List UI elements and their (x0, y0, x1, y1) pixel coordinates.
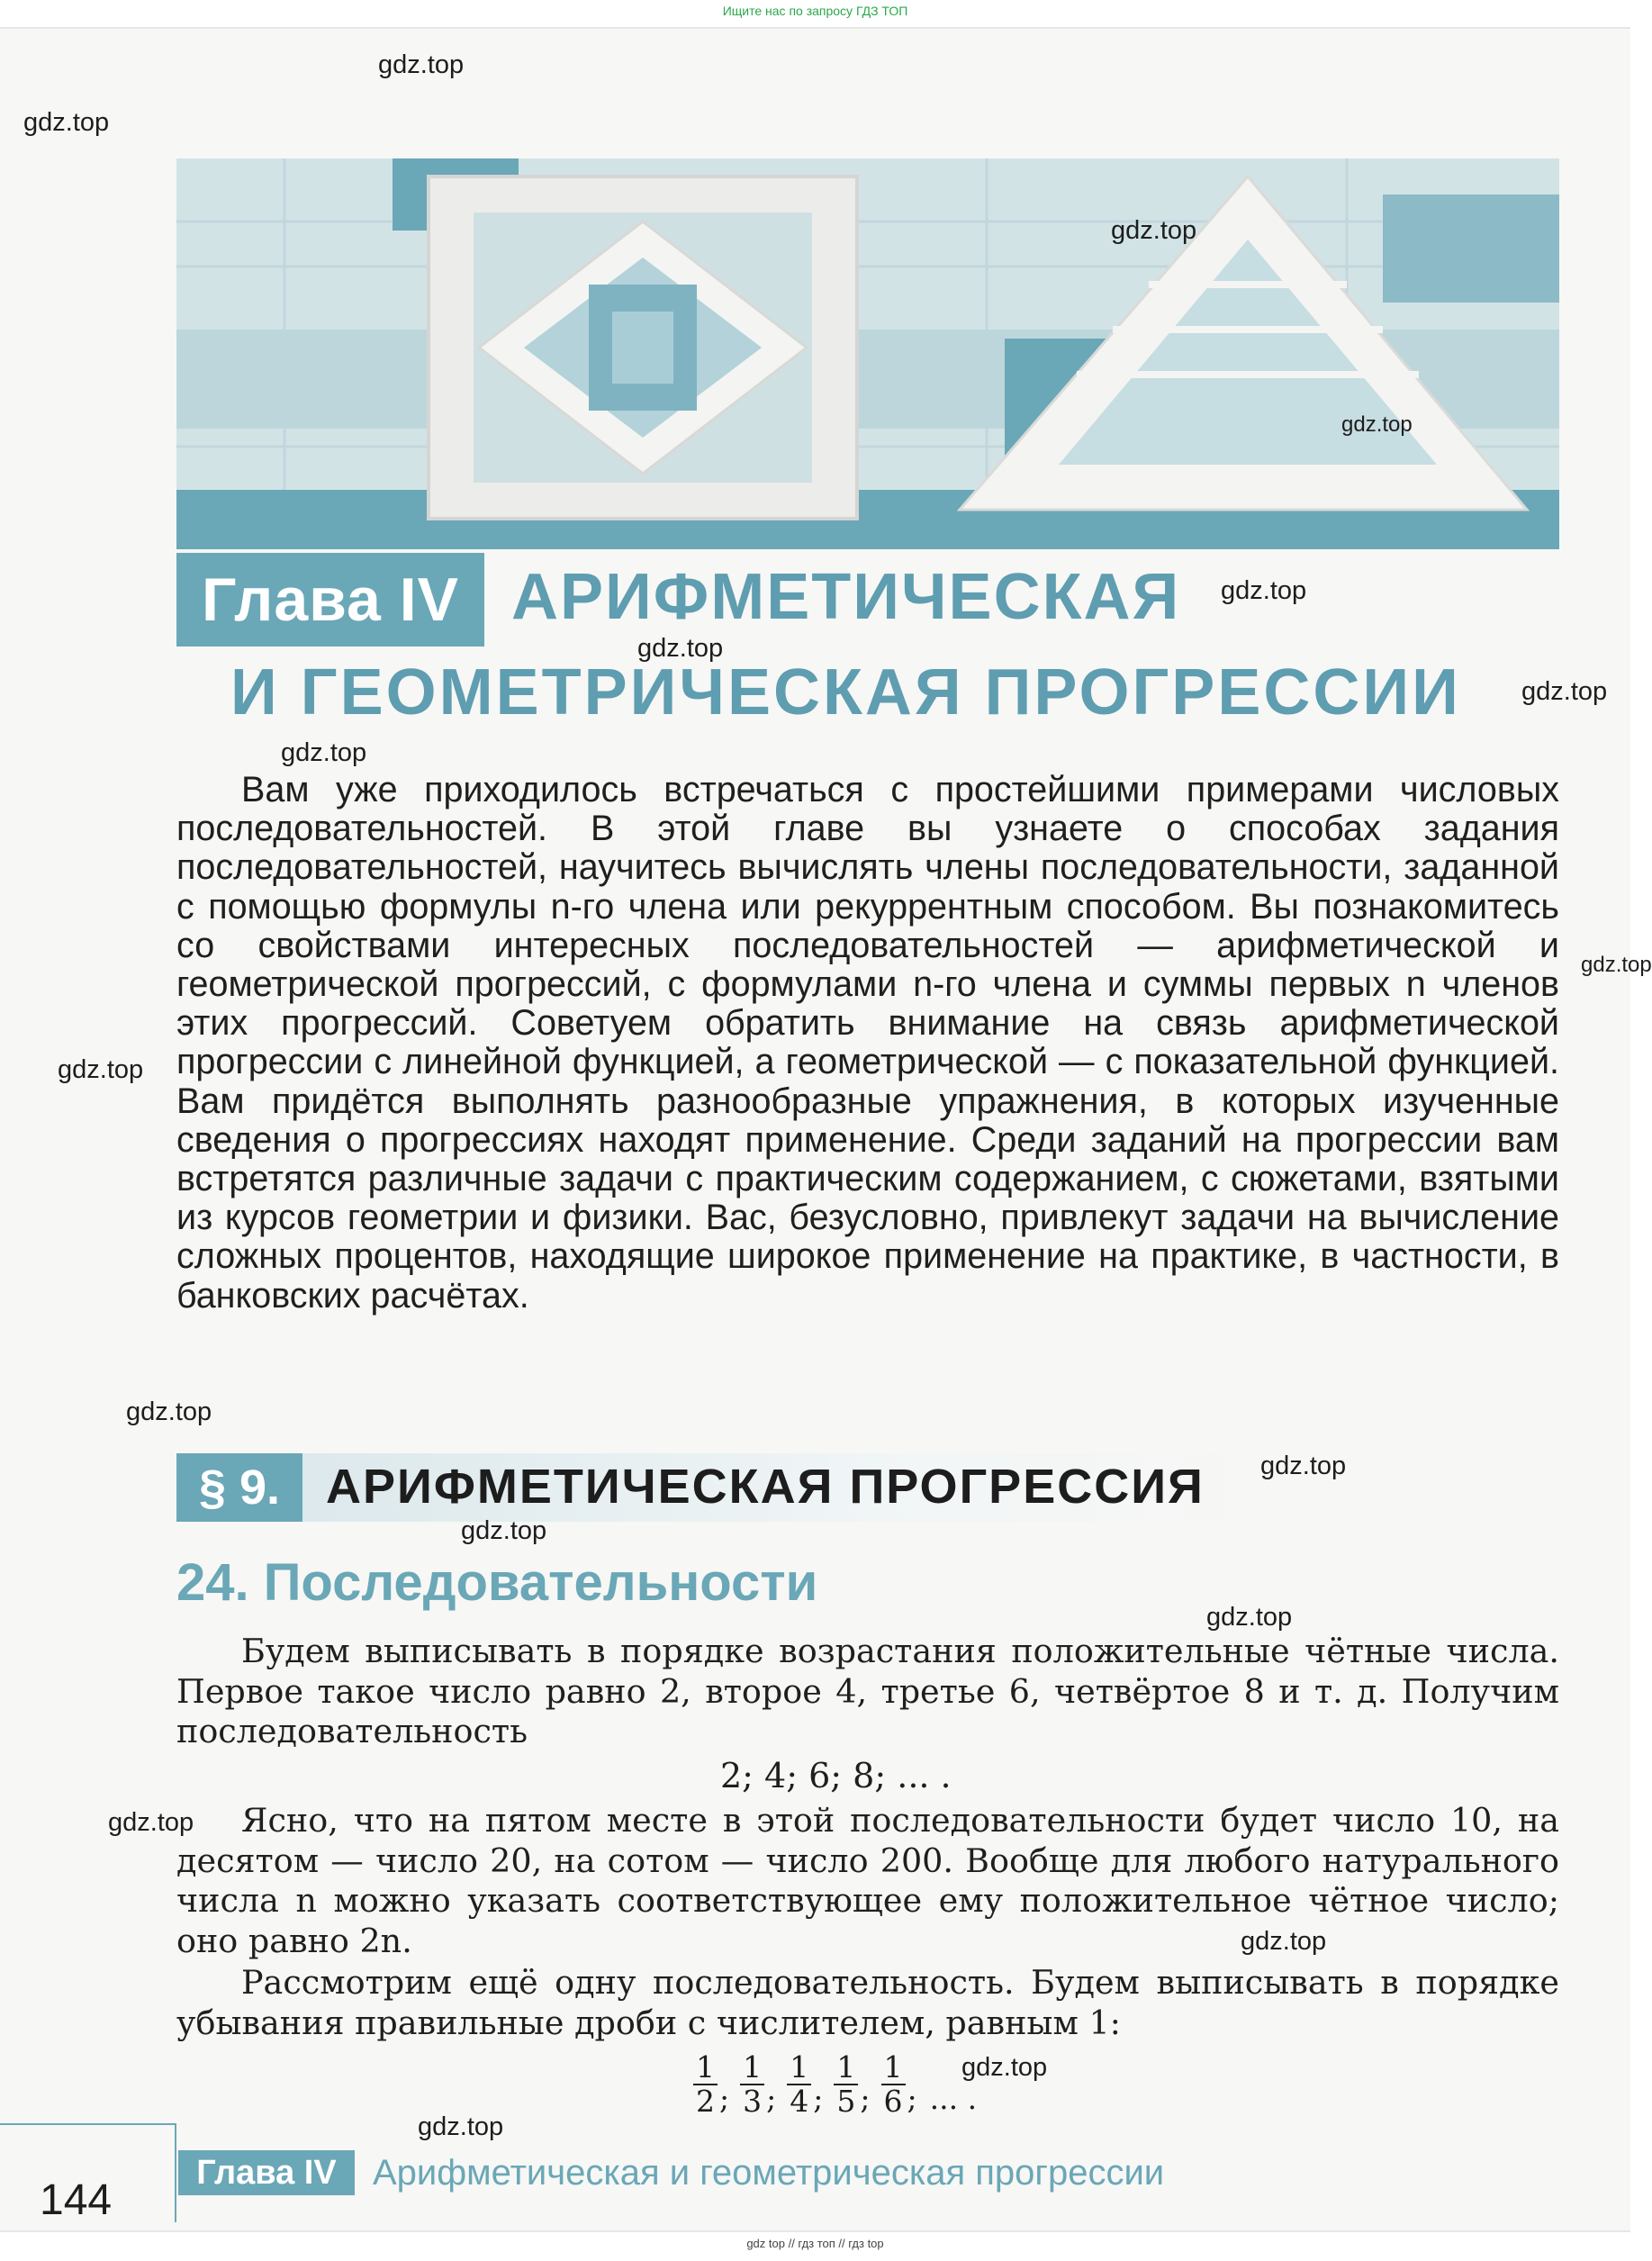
paragraph-text: Ясно, что на пятом месте в этой последовательности будет число 10, на десятом — число 20, на сотом — число 200. Вообще для любого натурального числа n можно указать соответствующее ему положительное чётное число; оно равно 2n. (176, 1801, 1559, 1960)
top-banner[interactable]: Ищите нас по запросу ГДЗ ТОП (722, 4, 908, 18)
watermark: gdz.top (1341, 412, 1413, 437)
watermark: gdz.top (418, 2112, 504, 2141)
fraction: $\frac{1}{4}$ (787, 2051, 811, 2118)
chapter-introduction (176, 771, 1559, 1316)
subsection-title: 24. Последовательности (176, 1553, 818, 1612)
geometric-shapes-illustration (176, 158, 1559, 549)
bottom-banner: gdz top // гдз топ // гдз top (746, 2237, 884, 2250)
watermark: gdz.top (58, 1055, 144, 1084)
section-title: АРИФМЕТИЧЕСКАЯ ПРОГРЕССИЯ (326, 1460, 1205, 1514)
watermark: gdz.top (461, 1516, 547, 1545)
paragraph-text: Рассмотрим ещё одну последовательность. Будем выписывать в порядке убывания правильные дроби с числителем, равным 1: (176, 1963, 1559, 2042)
watermark: gdz.top (637, 634, 724, 663)
watermark: gdz.top (1521, 677, 1608, 706)
fraction: $\frac{1}{2}$ (693, 2051, 718, 2118)
section-number: § 9. (176, 1453, 302, 1522)
fraction: $\frac{1}{6}$ (881, 2051, 906, 2118)
chapter-title-line1: АРИФМЕТИЧЕСКАЯ (511, 561, 1181, 633)
watermark: gdz.top (1581, 953, 1652, 977)
watermark: gdz.top (1111, 216, 1197, 245)
footer-vertical-rule (175, 2123, 176, 2222)
fraction: $\frac{1}{5}$ (834, 2051, 858, 2118)
chapter-illustration (176, 158, 1559, 549)
watermark: gdz.top (1221, 576, 1307, 605)
footer-chapter-title: Арифметическая и геометрическая прогрессии (373, 2153, 1165, 2193)
paragraph-text: Будем выписывать в порядке возрастания положительные чётные числа. Первое такое число равно 2, второе 4, третье 6, четвёртое 8 и т. д. Получим последовательность (176, 1632, 1559, 1751)
watermark: gdz.top (23, 108, 110, 137)
page-number: 144 (40, 2176, 113, 2224)
watermark: gdz.top (281, 738, 367, 767)
chapter-title-line2: И ГЕОМЕТРИЧЕСКАЯ ПРОГРЕССИИ (230, 656, 1461, 728)
intro-paragraph: Вам уже приходилось встречаться с простейшими примерами числовых последовательностей. В этой главе вы узнаете о способах задания последовательностей, научитесь вычислять члены последовательности, заданной с помощью формулы n-го члена или рекуррентным способом. Вы познакомитесь со свойствами интересных последовательностей — арифметической и геометрической прогрессий, с формулами n-го члена и суммы первых n членов этих прогрессий. Советуем обратить внимание на связь арифметической прогрессии с линейной функцией, а геометрической — с показательной функцией. Вам придётся выполнять разнообразные упражнения, в которых изученные сведения о прогрессиях находят применение. Среди заданий на прогрессии вам встретятся различные задачи с практическим содержанием, с сюжетами, взятыми из курсов геометрии и физики. Вас, безусловно, привлекут задачи на вычисление сложных процентов, находящие широкое применение на практике, в частности, в банковских расчётах. (176, 770, 1559, 1316)
watermark: gdz.top (1241, 1927, 1327, 1956)
paragraph-1 (176, 1632, 1559, 1752)
watermark: gdz.top (1260, 1452, 1347, 1480)
watermark: gdz.top (108, 1808, 194, 1837)
watermark: gdz.top (378, 50, 465, 79)
watermark: gdz.top (961, 2053, 1048, 2082)
paragraph-3 (176, 1963, 1559, 2043)
formula-even-sequence: 2; 4; 6; 8; ... . (720, 1756, 952, 1795)
paragraph-2 (176, 1801, 1559, 1961)
watermark: gdz.top (126, 1397, 212, 1426)
footer-rule (0, 2123, 176, 2125)
watermark: gdz.top (1206, 1603, 1293, 1632)
fraction-ellipsis: ... . (929, 2080, 978, 2116)
footer-chapter-label: Глава IV (178, 2150, 355, 2195)
fraction-sequence: $\frac{1}{2}$ ; $\frac{1}{3}$ ; $\frac{1}{4}$ ; $\frac{1}{5}$ ; $\frac{1}{6}$ ; ... . (693, 2051, 988, 2118)
fraction: $\frac{1}{3}$ (740, 2051, 764, 2118)
chapter-label: Глава IV (176, 553, 484, 647)
